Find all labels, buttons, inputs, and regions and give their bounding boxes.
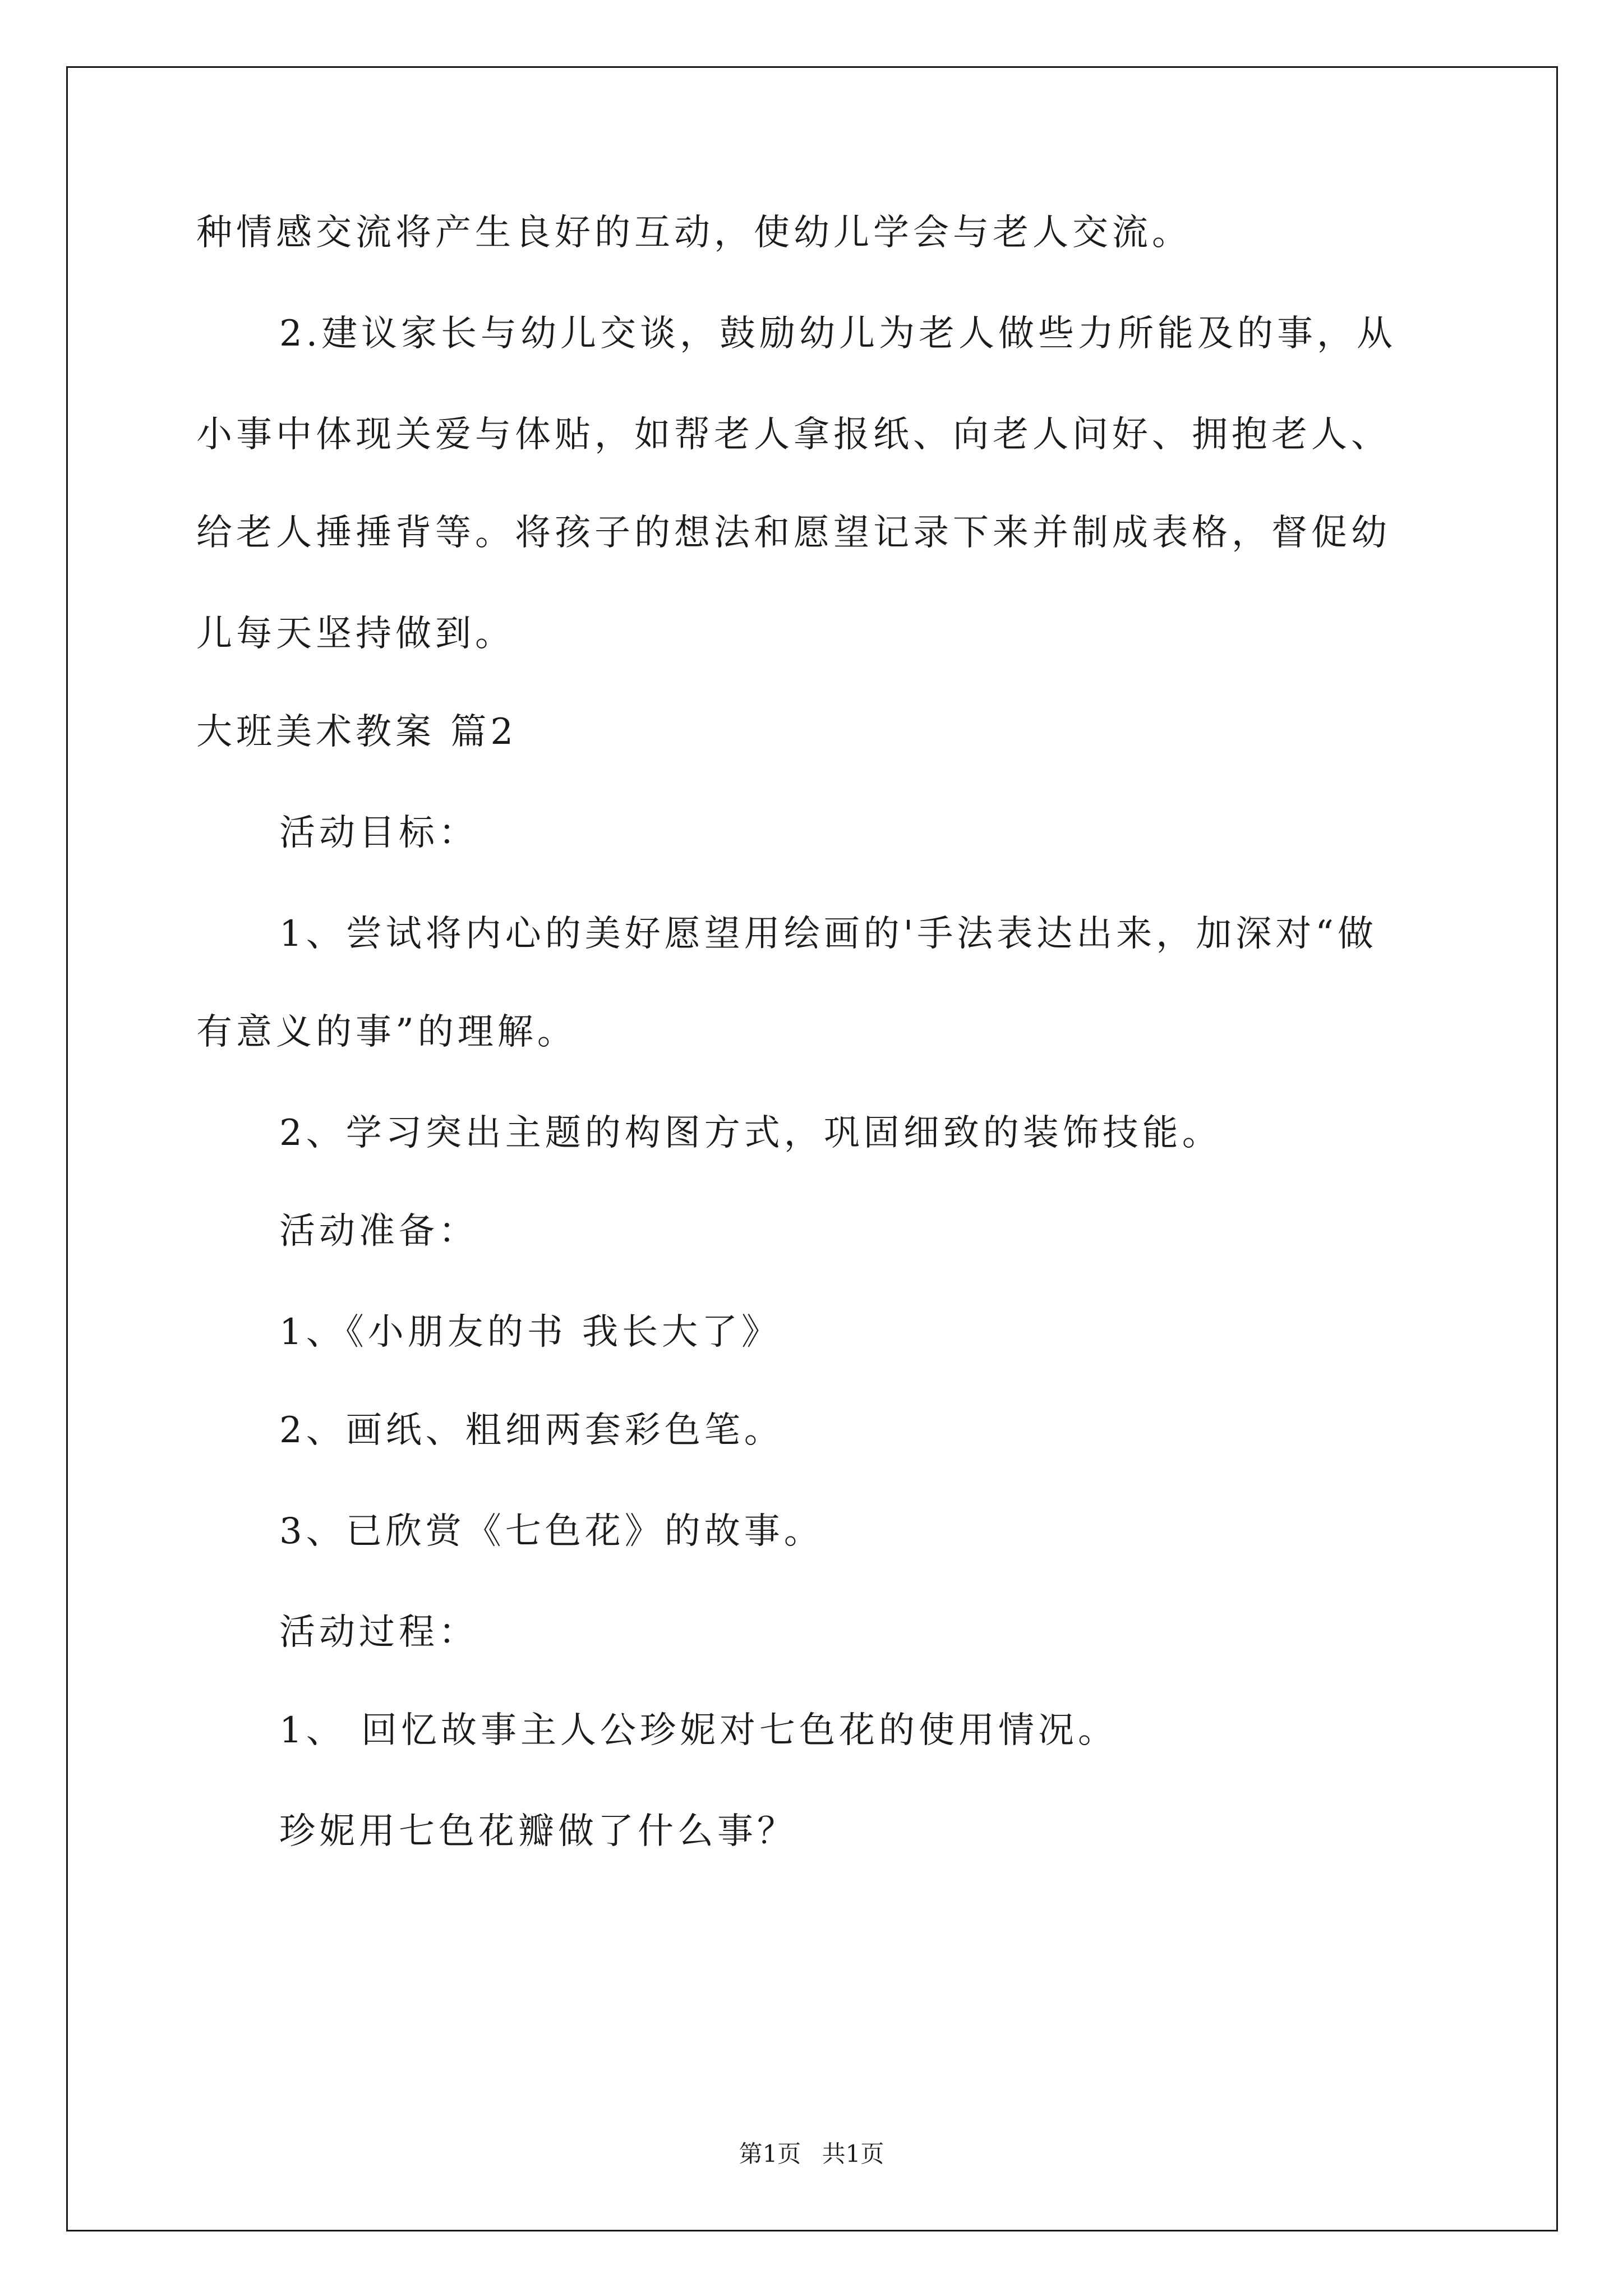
paragraph-line: 给老人捶捶背等。将孩子的想法和愿望记录下来并制成表格，督促幼 [196,512,1391,554]
page-total: 共1页 [822,2140,884,2168]
paragraph-line: 2、画纸、粗细两套彩色笔。 [279,1410,784,1451]
section-heading: 大班美术教案 篇2 [196,711,518,753]
paragraph-line: 儿每天坚持做到。 [196,613,515,655]
paragraph-line: 1、尝试将内心的美好愿望用绘画的'手法表达出来，加深对“做 [279,913,1378,955]
paragraph-line: 3、已欣赏《七色花》的故事。 [279,1511,824,1552]
page-number: 第1页 [739,2140,801,2168]
paragraph-line: 1、《小朋友的书 我长大了》 [279,1312,782,1353]
paragraph-line: 2、学习突出主题的构图方式，巩固细致的装饰技能。 [279,1112,1222,1154]
paragraph-line: 活动过程： [279,1612,478,1653]
page-footer [0,2137,1623,2171]
paragraph-line: 活动准备： [279,1211,478,1252]
paragraph-line: 2.建议家长与幼儿交谈，鼓励幼儿为老人做些力所能及的事，从 [279,313,1397,355]
paragraph-line: 珍妮用七色花瓣做了什么事？ [279,1811,797,1852]
paragraph-line: 小事中体现关爱与体贴，如帮老人拿报纸、向老人问好、拥抱老人、 [196,414,1391,455]
paragraph-line: 种情感交流将产生良好的互动，使幼儿学会与老人交流。 [196,212,1192,254]
paragraph-line: 有意义的事”的理解。 [196,1011,577,1053]
paragraph-line: 活动目标： [279,812,478,854]
paragraph-line: 1、 回忆故事主人公珍妮对七色花的使用情况。 [279,1710,1118,1751]
